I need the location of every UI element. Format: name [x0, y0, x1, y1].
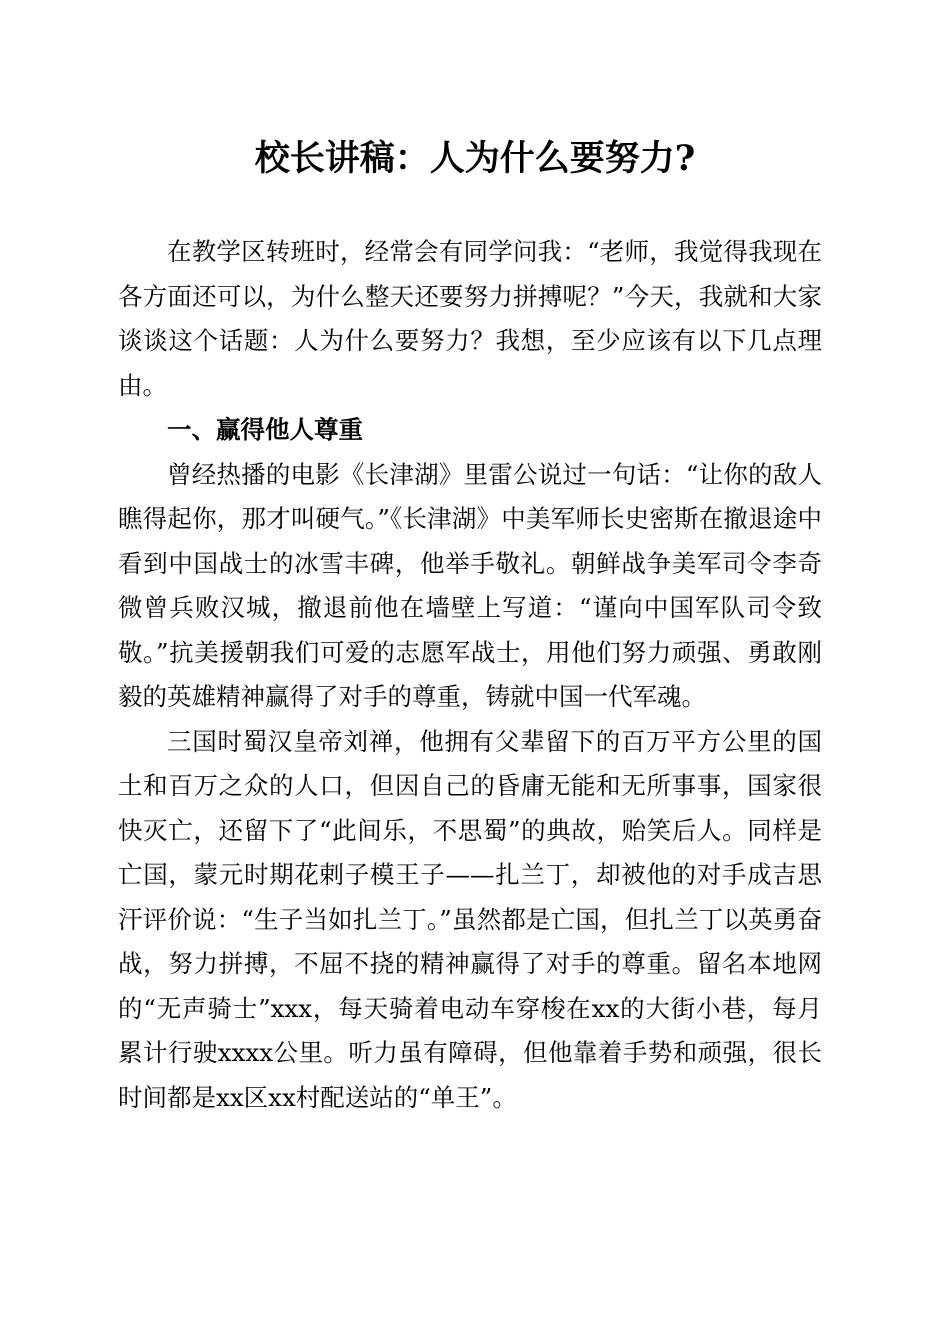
intro-paragraph: 在教学区转班时，经常会有同学问我：“老师，我觉得我现在各方面还可以，为什么整天还要努力拼搏呢？”今天，我就和大家谈谈这个话题：人为什么要努力？我想，至少应该有以下几点理由。: [118, 237, 822, 400]
document-title: 校长讲稿：人为什么要努力?: [254, 138, 696, 179]
body-paragraph: 三国时蜀汉皇帝刘禅，他拥有父辈留下的百万平方公里的国土和百万之众的人口，但因自己的昏庸无能和无所事事，国家很快灭亡，还留下了“此间乐，不思蜀”的典故，贻笑后人。同样是亡国，蒙元时期花剌子模王子——扎兰丁，却被他的对手成吉思汗评价说：“生子当如扎兰丁。”虽然都是亡国，但扎兰丁以英勇奋战，努力拼搏，不屈不挠的精神赢得了对手的尊重。留名本地网的“无声骑士”xxx，每天骑着电动车穿梭在xx的大街小巷，每月累计行驶xxxx公里。听力虽有障碍，但他靠着手势和顽强，很长时间都是xx区xx村配送站的“单王”。: [118, 726, 822, 1112]
document-body: [118, 230, 822, 1120]
body-paragraph: 曾经热播的电影《长津湖》里雷公说过一句话：“让你的敌人瞧得起你，那才叫硬气。”《长津湖》中美军师长史密斯在撤退途中看到中国战士的冰雪丰碑，他举手敬礼。朝鲜战争美军司令李奇微曾兵败汉城，撤退前他在墙壁上写道：“谨向中国军队司令致敬。”抗美援朝我们可爱的志愿军战士，用他们努力顽强、勇敢刚毅的英雄精神赢得了对手的尊重，铸就中国一代军魂。: [118, 459, 822, 711]
section-heading: 一、赢得他人尊重: [167, 415, 363, 444]
